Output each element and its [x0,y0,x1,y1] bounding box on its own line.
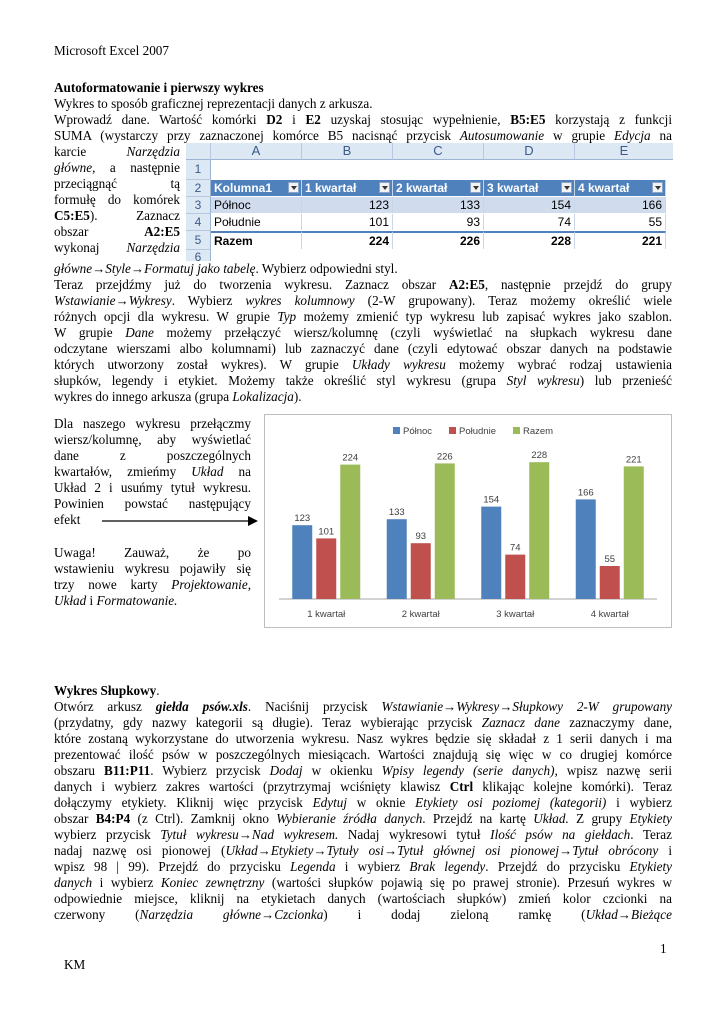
paragraph-line: W grupie Dane możemy przełączyć wiersz/kolumnę (czyli wyświetlać na słupkach wykresu dane [54,325,673,340]
side-text-line: Uwaga! Zauważ, że po [54,545,251,560]
paragraph-line: obszar B4:P4 (z Ctrl). Zamknij okno Wybieranie źródła danych. Przejdź na kartę Układ. Z grupy Etykiety [54,811,672,826]
data-label: 224 [342,452,359,464]
side-text-line: przeciągnąć tą [54,176,180,191]
filter-dropdown-icon[interactable] [652,182,663,193]
paragraph-line: Teraz przejdźmy już do tworzenia wykresu. Zaznacz obszar A2:E5, następnie przejdź do grupy [54,277,672,292]
corner-cell [186,143,211,160]
column-header: C [393,143,484,160]
paragraph-line: których utworzony został wykres). W grupie Układy wykresu możemy wybrać rodzaj ustawienia [54,357,672,372]
bar [340,465,360,599]
arrow-pointer-icon [102,514,262,528]
row-header: 6 [186,250,211,261]
side-text-line: Układ i Formatowanie. [54,593,178,608]
side-text-line: Dla naszego wykresu przełączmy [54,416,251,431]
section-title-bar-chart: Wykres Słupkowy. [54,683,160,698]
paragraph-line: obszaru B11:P11. Wybierz przycisk Dodaj w okienku Wpisy legendy (serie danych), wpisz nazwę serii [54,763,672,778]
side-text-line: kwartałów, zmieńmy Układ na [54,464,251,479]
category-label: 3 kwartał [496,609,535,620]
table-header-cell: 3 kwartał [484,180,575,196]
paragraph-line: czerwony (Narzędzia główne→Czcionka) i dodaj zieloną ramkę (Układ→Bieżące [54,907,672,922]
table-cell: 55 [575,214,666,230]
table-cell: 221 [575,231,666,249]
bar [316,538,336,599]
data-label: 221 [625,454,642,466]
paragraph-line: prezentować ilość psów w poszczególnych miesiącach. Wartości znajdują się więc w co drugiej komórce [54,747,672,762]
bar [387,519,407,599]
paragraph-line: wykres do innego arkusza (grupa Lokalizacja). [54,389,302,404]
side-text-line: C5:E5). Zaznacz [54,208,180,223]
filter-dropdown-icon[interactable] [288,182,299,193]
data-label: 101 [318,526,335,538]
data-label: 74 [509,542,521,554]
data-label: 123 [294,513,311,525]
table-cell: 224 [302,231,393,249]
table-cell: 228 [484,231,575,249]
table-cell: 166 [575,197,666,213]
row-header: 4 [186,214,211,231]
excel-table-snippet [186,143,673,261]
paragraph-line: SUMA (wystarczy przy zaznaczonej komórce B5 nacisnąć przycisk Autosumowanie w grupie Edycja na [54,128,672,143]
row-header: 1 [186,160,211,180]
row-header: 3 [186,197,211,214]
legend-swatch [393,427,400,434]
bar [505,555,525,599]
filter-dropdown-icon[interactable] [561,182,572,193]
paragraph-line: danych i wybierz Koniec zewnętrzny (wartości słupków pojawią się po prawej stronie). Przesuń wykres w [54,875,673,890]
table-cell: 226 [393,231,484,249]
category-label: 2 kwartał [401,609,440,620]
table-cell: 133 [393,197,484,213]
section-title-text: Autoformatowanie i pierwszy wykres [54,80,264,95]
chart-canvas [265,415,671,627]
data-label: 93 [415,531,427,543]
paragraph-line: odczytane wierszami albo kolumnami) lub zaznaczyć dane (czyli edytować obszar danych na podstawie [54,341,672,356]
column-header: A [211,143,302,160]
paragraph-line: wybierz przycisk Tytuł wykresu→Nad wykresem. Nadaj wykresowi tytuł Ilość psów na giełdach. Teraz [54,827,672,842]
row-header: 2 [186,180,211,197]
table-header-cell: 1 kwartał [302,180,393,196]
table-cell: Razem [211,231,302,249]
bar [481,507,501,599]
side-text-line: Układ 2 i usuńmy tytuł wykresu. [54,480,251,495]
column-header: E [575,143,673,160]
data-label: 55 [604,554,616,565]
bar [600,566,620,599]
table-cell: Północ [211,197,302,213]
category-label: 1 kwartał [307,609,346,620]
bar [435,463,455,599]
legend-swatch [449,427,456,434]
paragraph-line: wpisz 98 | 99). Przejdź do przycisku Legenda i wybierz Brak legendy. Przejdź do przycisku Etykiety [54,859,673,874]
legend-label: Północ [403,426,433,437]
paragraph-line: różnych opcji dla wykresu. W grupie Typ możemy zmienić typ wykresu lub zapisać wykres jako szablon. [54,309,672,324]
legend-label: Razem [523,426,554,437]
row-header: 5 [186,231,211,250]
side-text-line: formułę do komórek [54,192,180,207]
table-cell: 101 [302,214,393,230]
side-text-line: wykonaj Narzędzia [54,240,180,255]
paragraph-line: słupków, legendy i etykiet. Możemy także określić styl wykresu (grupa Styl wykresu) lub przenieść [54,373,673,388]
paragraph-line: główne→Style→Formatuj jako tabelę. Wybierz odpowiedni styl. [54,261,398,276]
paragraph-line: Otwórz arkusz giełda psów.xls. Naciśnij przycisk Wstawianie→Wykresy→Słupkowy 2-W grupowany [54,699,673,714]
page-number: 1 [660,941,667,956]
data-label: 166 [577,487,594,499]
paragraph-line: Wprowadź dane. Wartość komórki D2 i E2 uzyskaj stosując wypełnienie, B5:E5 korzystają z funkcji [54,112,672,127]
side-text-line: Powinien powstać następujący [54,496,251,511]
paragraph-line: Wykres to sposób graficznej reprezentacji danych z arkusza. [54,96,373,111]
side-text-line: wiersz/kolumnę, aby wyświetlać [54,432,251,447]
table-cell: Południe [211,214,302,230]
side-text-line: efekt [54,512,81,527]
table-header-cell: 2 kwartał [393,180,484,196]
table-cell: 93 [393,214,484,230]
side-text-line: dane z poszczególnych [54,448,251,463]
column-header: D [484,143,575,160]
side-text-line: karcie Narzędzia [54,144,180,159]
data-label: 228 [531,450,548,462]
bar [576,499,596,599]
filter-dropdown-icon[interactable] [379,182,390,193]
side-text-line: wstawieniu wykresu pojawiły się [54,561,251,576]
side-text-line: główne, a następnie [54,160,180,175]
category-label: 4 kwartał [590,609,629,620]
document-header: Microsoft Excel 2007 [54,43,169,58]
paragraph-line: dołączymy etykiety. Kliknij więc przycisk Edytuj w oknie Etykiety osi poziomej (kategorii) i wybierz [54,795,672,810]
section-title-autoformat [54,80,264,96]
paragraph-line: nadaj nazwę osi pionowej (Układ→Etykiety→Tytuły osi→Tytuł głównej osi pionowej→Tytuł obrócony i [54,843,672,858]
data-label: 133 [388,507,405,519]
table-cell: 123 [302,197,393,213]
bar [529,462,549,599]
column-header: B [302,143,393,160]
table-cell: 154 [484,197,575,213]
paragraph-line: Wstawianie→Wykresy. Wybierz wykres kolumnowy (2-W grupowany). Teraz możemy określić wiele [54,293,672,308]
table-header-cell: 4 kwartał [575,180,666,196]
side-text-line: obszar A2:E5 [54,224,180,239]
side-text-line: trzy nowe karty Projektowanie, [54,577,251,592]
data-label: 154 [483,494,500,506]
column-chart [264,414,672,628]
legend-swatch [513,427,520,434]
footer-initials: KM [64,957,86,972]
paragraph-line: (przydatny, gdy nazwy kategorii są długie). Teraz wybierając przycisk Zaznacz dane zaznaczymy dane, [54,715,672,730]
bar [292,525,312,599]
bar [624,466,644,599]
legend-label: Południe [459,426,496,437]
bar [411,543,431,599]
filter-dropdown-icon[interactable] [470,182,481,193]
paragraph-line: danych i wybierz zakres wartości (przytrzymaj wciśnięty klawisz Ctrl klikając kolejne komórki). Teraz [54,779,672,794]
data-label: 226 [436,451,453,463]
table-header-cell: Kolumna1 [211,180,302,196]
paragraph-line: odpowiednie miejsce, kliknij na etykietach danych (wartościach słupków) zmień kolor czcionki na [54,891,672,906]
table-cell: 74 [484,214,575,230]
paragraph-line: które zostaną wykorzystane do utworzenia wykresu. Nasz wykres będzie się składał z 1 serii danych i ma [54,731,672,746]
